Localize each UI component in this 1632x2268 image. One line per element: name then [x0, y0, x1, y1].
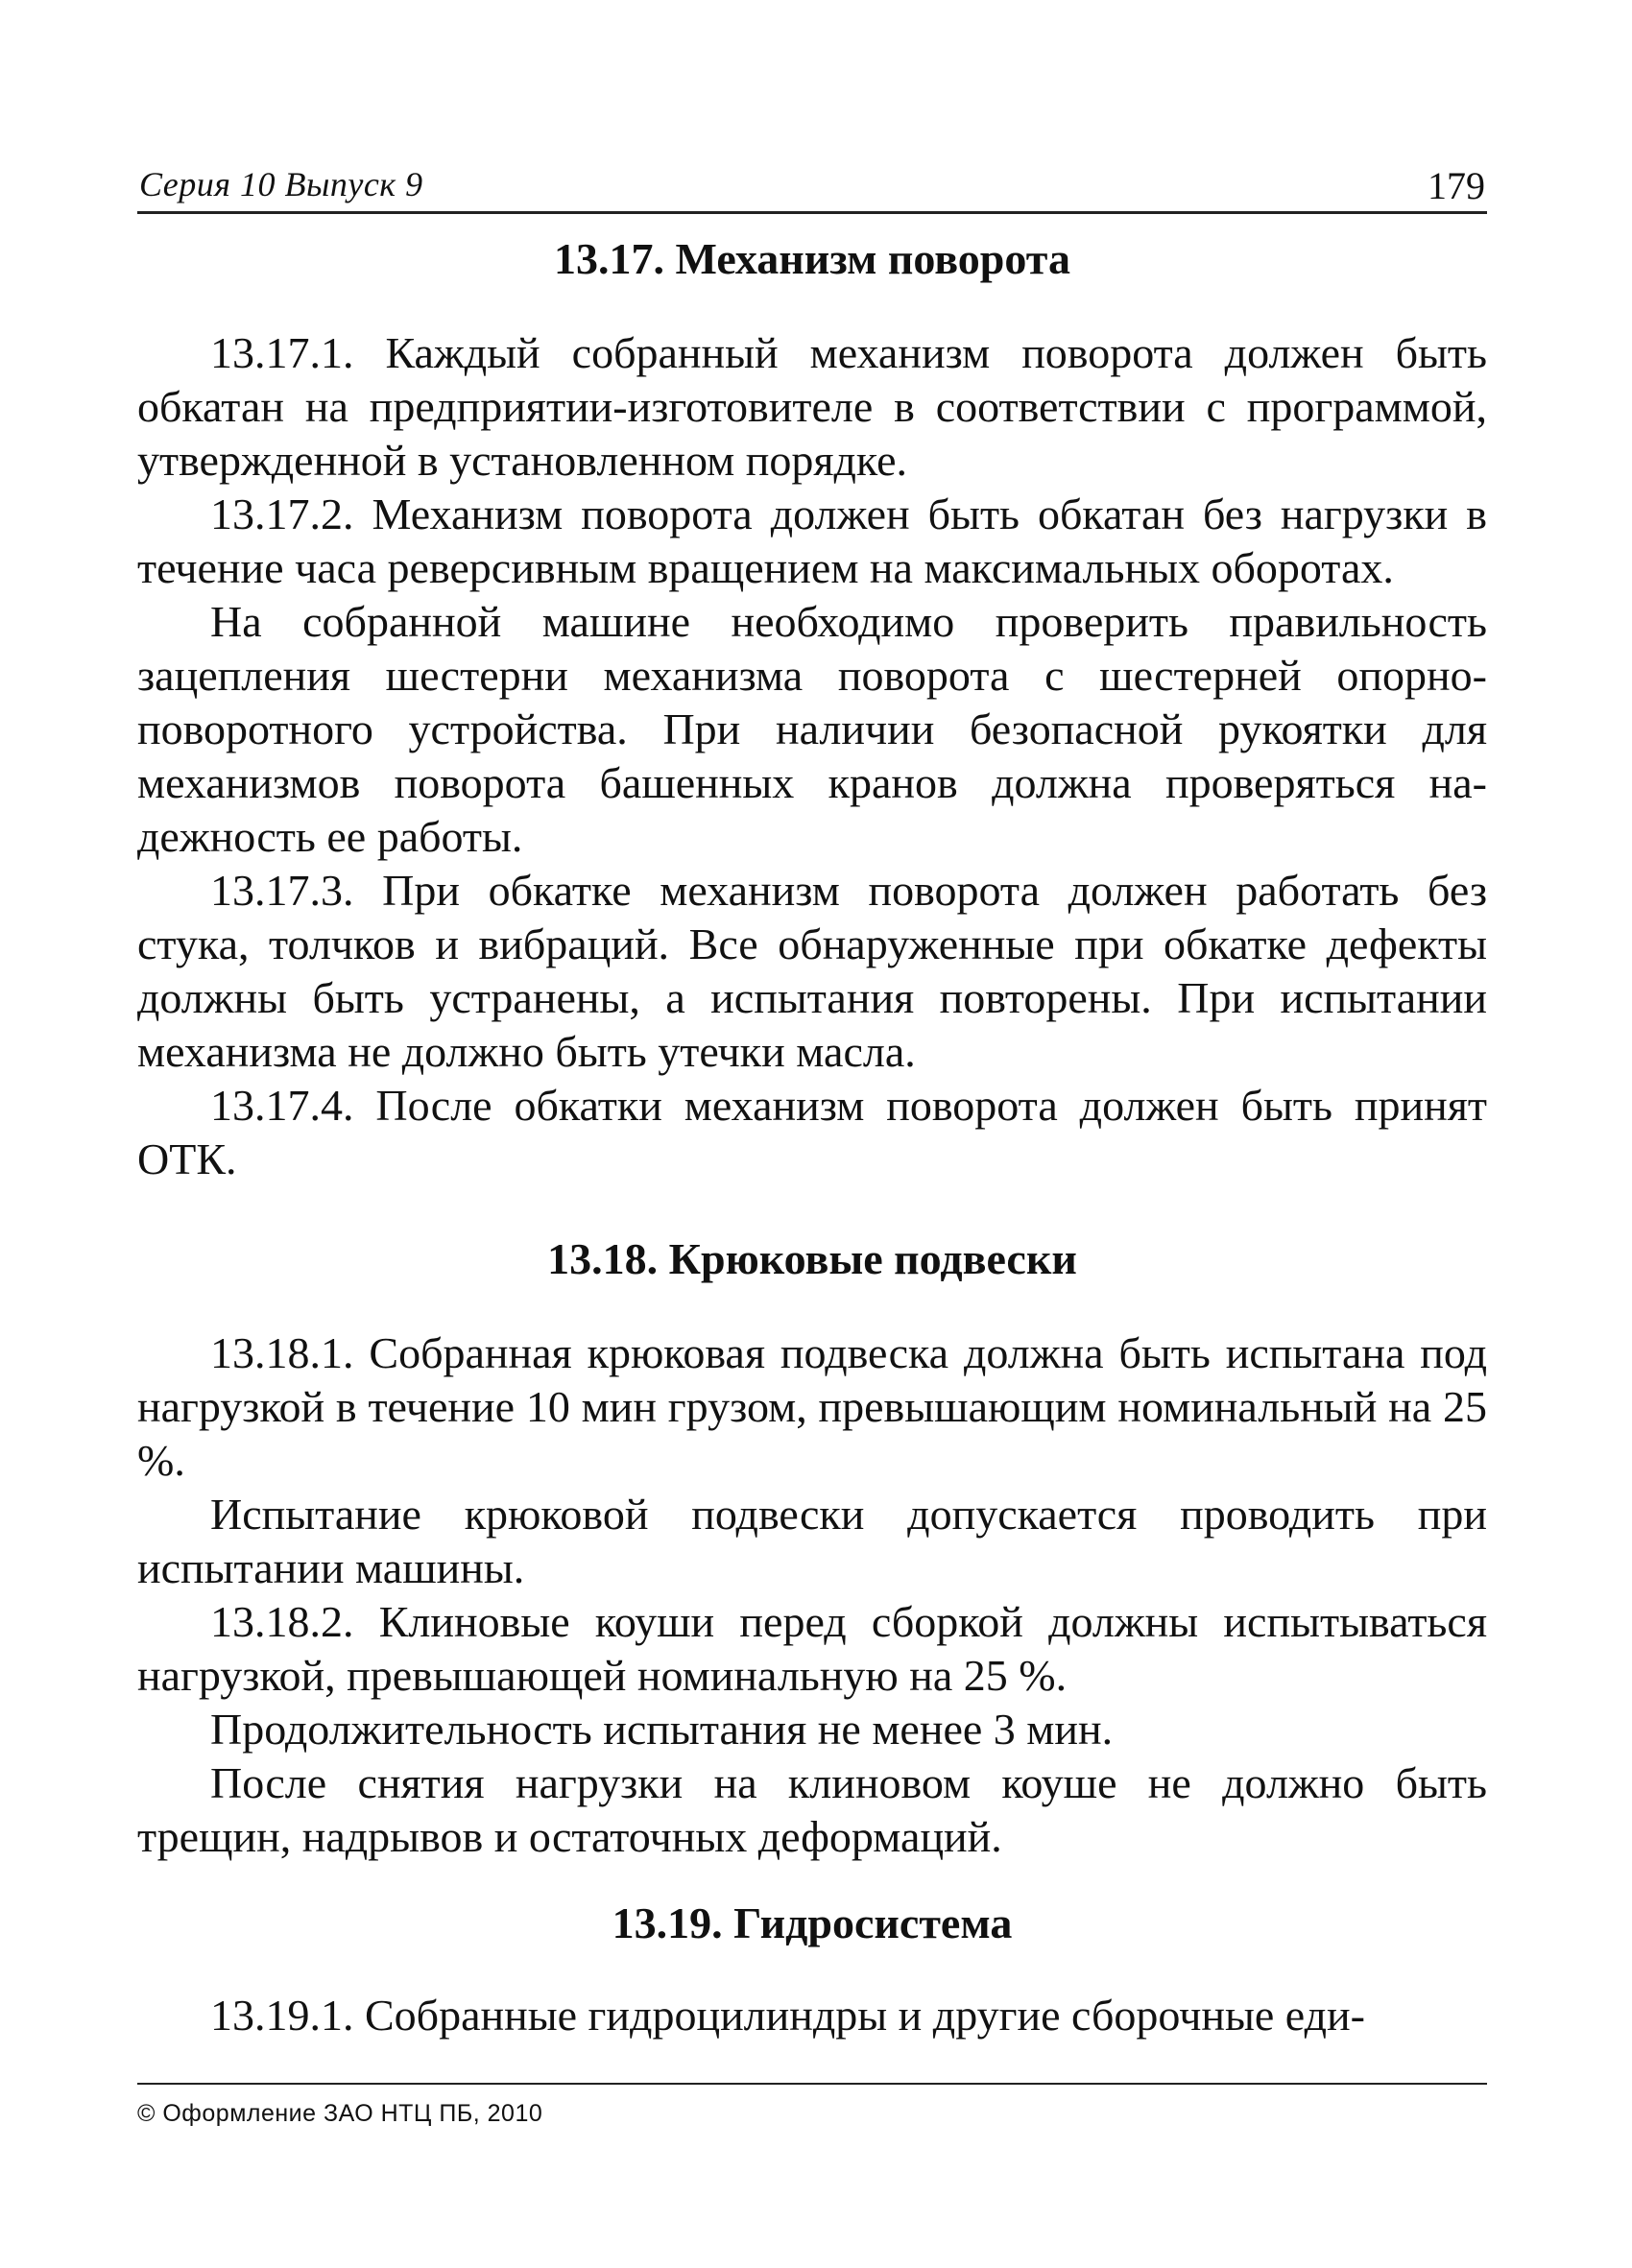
paragraph: Продолжительность испытания не менее 3 мин.: [210, 1705, 1114, 1754]
paragraph: 13.17.1. Каждый собранный механизм поворота должен быть обкатан на предприятии-изготовителе в соответствии с программой, утвержденной в установленном порядке.: [137, 328, 1487, 485]
paragraph: 13.17.3. При обкатке механизм поворота должен работать без стука, толчков и вибраций. Все обнаруженные при обкатке дефекты должны быть устранены, а испытания повторены. При испытании механизма не должно быть утечки масла.: [137, 866, 1487, 1076]
paragraph: Испытание крюковой подвески допускается проводить при испытании машины.: [137, 1490, 1487, 1592]
copyright-text: © Оформление ЗАО НТЦ ПБ, 2010: [137, 2100, 543, 2127]
section-body-13-19: [137, 1989, 1487, 2042]
paragraph: 13.18.1. Собранная крюковая подвеска должна быть испытана под нагрузкой в течение 10 мин грузом, превышающим номинальный на 25 %.: [137, 1328, 1487, 1485]
page-number: 179: [1428, 164, 1485, 207]
section-title-13-19: 13.19. Гидросистема: [612, 1898, 1013, 1947]
series-label: Серия 10 Выпуск 9: [139, 165, 423, 203]
section-title-13-17: 13.17. Механизм поворота: [554, 234, 1070, 283]
page-footer: [137, 2083, 1487, 2129]
paragraph: 13.17.2. Механизм поворота должен быть обкатан без нагрузки в течение часа реверсивным вращением на максимальных оборотах.: [137, 489, 1487, 592]
section-body-13-18: [137, 1326, 1487, 1864]
section-title-13-18: 13.18. Крюковые подвески: [547, 1234, 1077, 1283]
paragraph: На собранной машине необходимо проверить правильность зацепления шестерни механизма поворота с шестерней опорно-поворотного устройства. При наличии безопасной рукоятки для механизмов поворота башенных кранов должна проверяться надежность ее работы.: [137, 597, 1487, 861]
paragraph: 13.19.1. Собранные гидроцилиндры и другие сборочные еди-: [210, 1991, 1365, 2040]
paragraph: 13.18.2. Клиновые коуши перед сборкой должны испытываться нагрузкой, превышающей номинальную на 25 %.: [137, 1597, 1487, 1700]
paragraph: 13.17.4. После обкатки механизм поворота должен быть принят ОТК.: [137, 1081, 1487, 1183]
running-header: [137, 144, 1487, 214]
section-body-13-17: [137, 326, 1487, 1186]
paragraph: После снятия нагрузки на клиновом коуше не должно быть трещин, надрывов и остаточных деформаций.: [137, 1758, 1487, 1861]
document-page: [137, 144, 1487, 2169]
